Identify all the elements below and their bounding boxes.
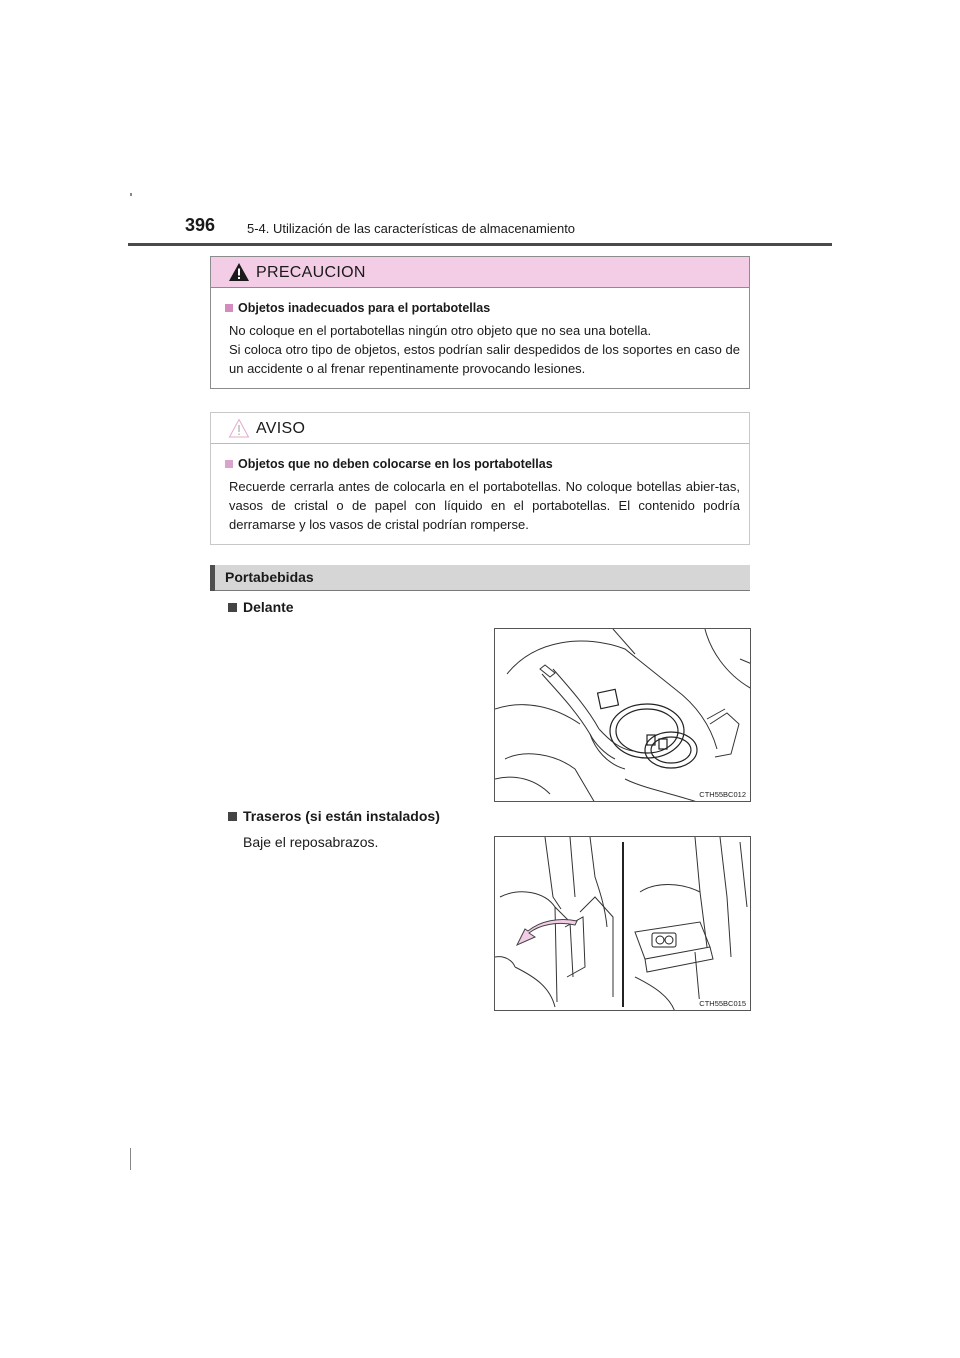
caution-header bbox=[211, 257, 749, 288]
section-title: Portabebidas bbox=[225, 569, 314, 585]
subheading-front-label: Delante bbox=[243, 599, 294, 615]
notice-subheading-text: Objetos que no deben colocarse en los portabotellas bbox=[238, 457, 553, 471]
instruction-text: Baje el reposabrazos. bbox=[243, 834, 379, 850]
section-bar bbox=[210, 565, 750, 591]
header-rule bbox=[128, 243, 832, 246]
caution-subheading bbox=[225, 301, 490, 315]
square-bullet-icon bbox=[225, 460, 233, 468]
front-console-drawing bbox=[495, 629, 751, 802]
front-cup-holder-illustration bbox=[494, 628, 751, 802]
notice-box bbox=[210, 412, 750, 545]
notice-title: AVISO bbox=[256, 420, 306, 437]
caution-subheading-text: Objetos inadecuados para el portabotellas bbox=[238, 301, 491, 315]
subheading-rear-label: Traseros (si están instalados) bbox=[243, 808, 440, 824]
caution-line: Si coloca otro tipo de objetos, estos podrían salir despedidos de los soportes en caso de un accidente o al frenar repentinamente provocando lesiones. bbox=[229, 342, 740, 376]
page-number: 396 bbox=[185, 215, 216, 235]
crop-mark bbox=[130, 193, 132, 196]
caution-body bbox=[229, 321, 740, 378]
subheading-front bbox=[228, 599, 294, 615]
rear-armrest-illustration bbox=[494, 836, 751, 1011]
caution-title: PRECAUCION bbox=[256, 264, 366, 281]
subheading-rear bbox=[228, 808, 440, 824]
notice-body: Recuerde cerrarla antes de colocarla en el portabotellas. No coloque botellas abier-tas, vasos de cristal o de papel con líquido en el portabotellas. El contenido podría derramarse y los vasos de cristal podrían romperse. bbox=[229, 479, 740, 532]
rear-seat-drawing bbox=[495, 837, 751, 1011]
square-bullet-icon bbox=[228, 603, 237, 612]
figure-code: CTH55BC015 bbox=[699, 999, 746, 1008]
caution-box bbox=[210, 256, 750, 389]
square-bullet-icon bbox=[225, 304, 233, 312]
section-header: 5-4. Utilización de las características de almacenamiento bbox=[247, 221, 576, 236]
notice-subheading bbox=[225, 457, 553, 471]
section-bar-accent bbox=[210, 565, 215, 591]
crop-mark bbox=[130, 1148, 131, 1170]
warning-icon bbox=[228, 262, 250, 282]
warning-outline-icon bbox=[228, 418, 250, 438]
caution-line: No coloque en el portabotellas ningún otro objeto que no sea una botella. bbox=[229, 323, 652, 338]
notice-header bbox=[211, 413, 749, 444]
square-bullet-icon bbox=[228, 812, 237, 821]
figure-code: CTH55BC012 bbox=[699, 790, 746, 799]
